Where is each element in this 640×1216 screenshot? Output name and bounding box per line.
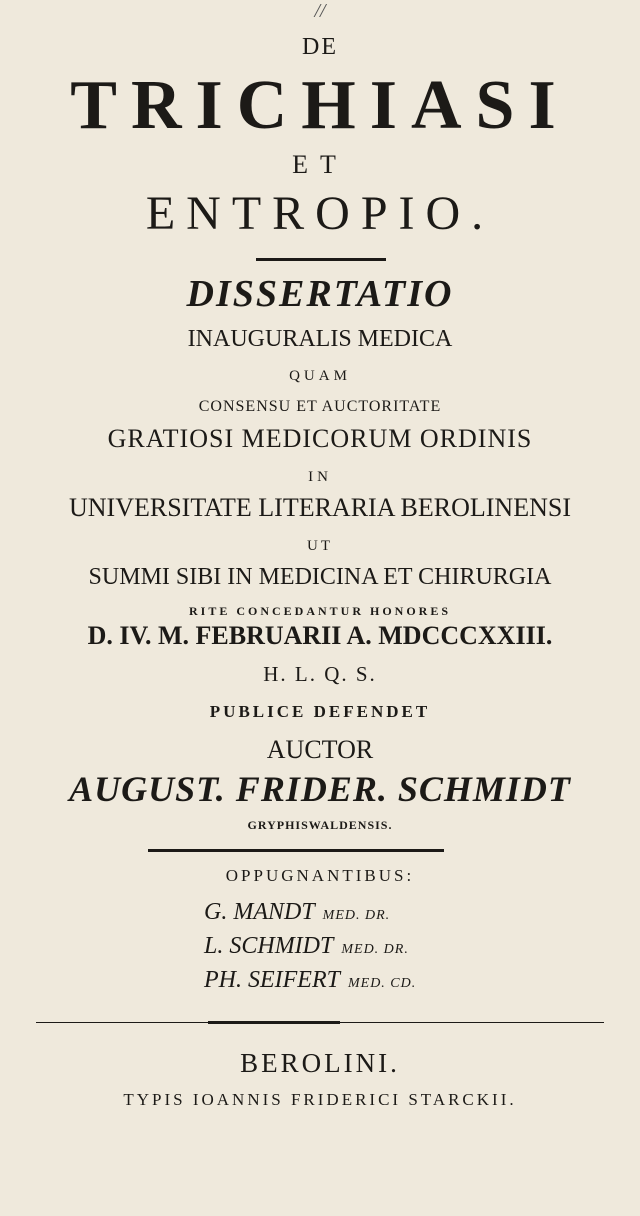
ordinis-line: GRATIOSI MEDICORUM ORDINIS [107, 424, 533, 453]
dissertatio-heading: DISSERTATIO [186, 273, 454, 315]
main-title: TRICHIASI [70, 67, 570, 144]
quam-line: QUAM [289, 368, 351, 384]
imprint-place: BEROLINI. [240, 1048, 400, 1078]
auctor-line: AUCTOR [266, 735, 374, 764]
opponent-title: MED. DR. [341, 942, 409, 957]
opponent-title: MED. DR. [322, 908, 391, 923]
imprint-printer: TYPIS IOANNIS FRIDERICI STARCKII. [123, 1090, 517, 1109]
opponent-name: L. SCHMIDT [204, 933, 334, 959]
inauguralis-line: INAUGURALIS MEDICA [187, 326, 453, 352]
consensu-line: CONSENSU ET AUCTORITATE [198, 398, 442, 415]
opponent-item [204, 897, 464, 931]
conjunction-et: ET [292, 150, 348, 179]
author-name: AUGUST. FRIDER. SCHMIDT [69, 769, 571, 809]
opponent-title: MED. CD. [347, 976, 417, 991]
opponents-heading: OPPUGNANTIBUS: [225, 866, 415, 885]
defense-date: D. IV. M. FEBRUARII A. MDCCCXXIII. [87, 621, 553, 650]
hlqs-line: H. L. Q. S. [263, 662, 377, 686]
opponents-list [204, 897, 464, 999]
publice-line: PUBLICE DEFENDET [209, 702, 431, 721]
ut-line: UT [307, 538, 333, 554]
opponent-item [204, 965, 464, 999]
author-origin: GRYPHISWALDENSIS. [247, 818, 393, 832]
second-title: ENTROPIO. [145, 187, 495, 240]
opponent-name: PH. SEIFERT [204, 967, 340, 993]
summi-line: SUMMI SIBI IN MEDICINA ET CHIRURGIA [88, 564, 552, 590]
preposition-de: DE [302, 34, 338, 60]
opponent-item [204, 931, 464, 965]
in-line: IN [308, 469, 332, 485]
opponent-name: G. MANDT [204, 899, 315, 925]
shelf-mark: // [314, 0, 326, 22]
university-line: UNIVERSITATE LITERARIA BEROLINENSI [69, 493, 571, 522]
rite-line: RITE CONCEDANTUR HONORES [188, 604, 452, 618]
divider-rule [256, 258, 386, 261]
divider-rule [208, 1021, 340, 1024]
divider-rule [148, 849, 444, 852]
